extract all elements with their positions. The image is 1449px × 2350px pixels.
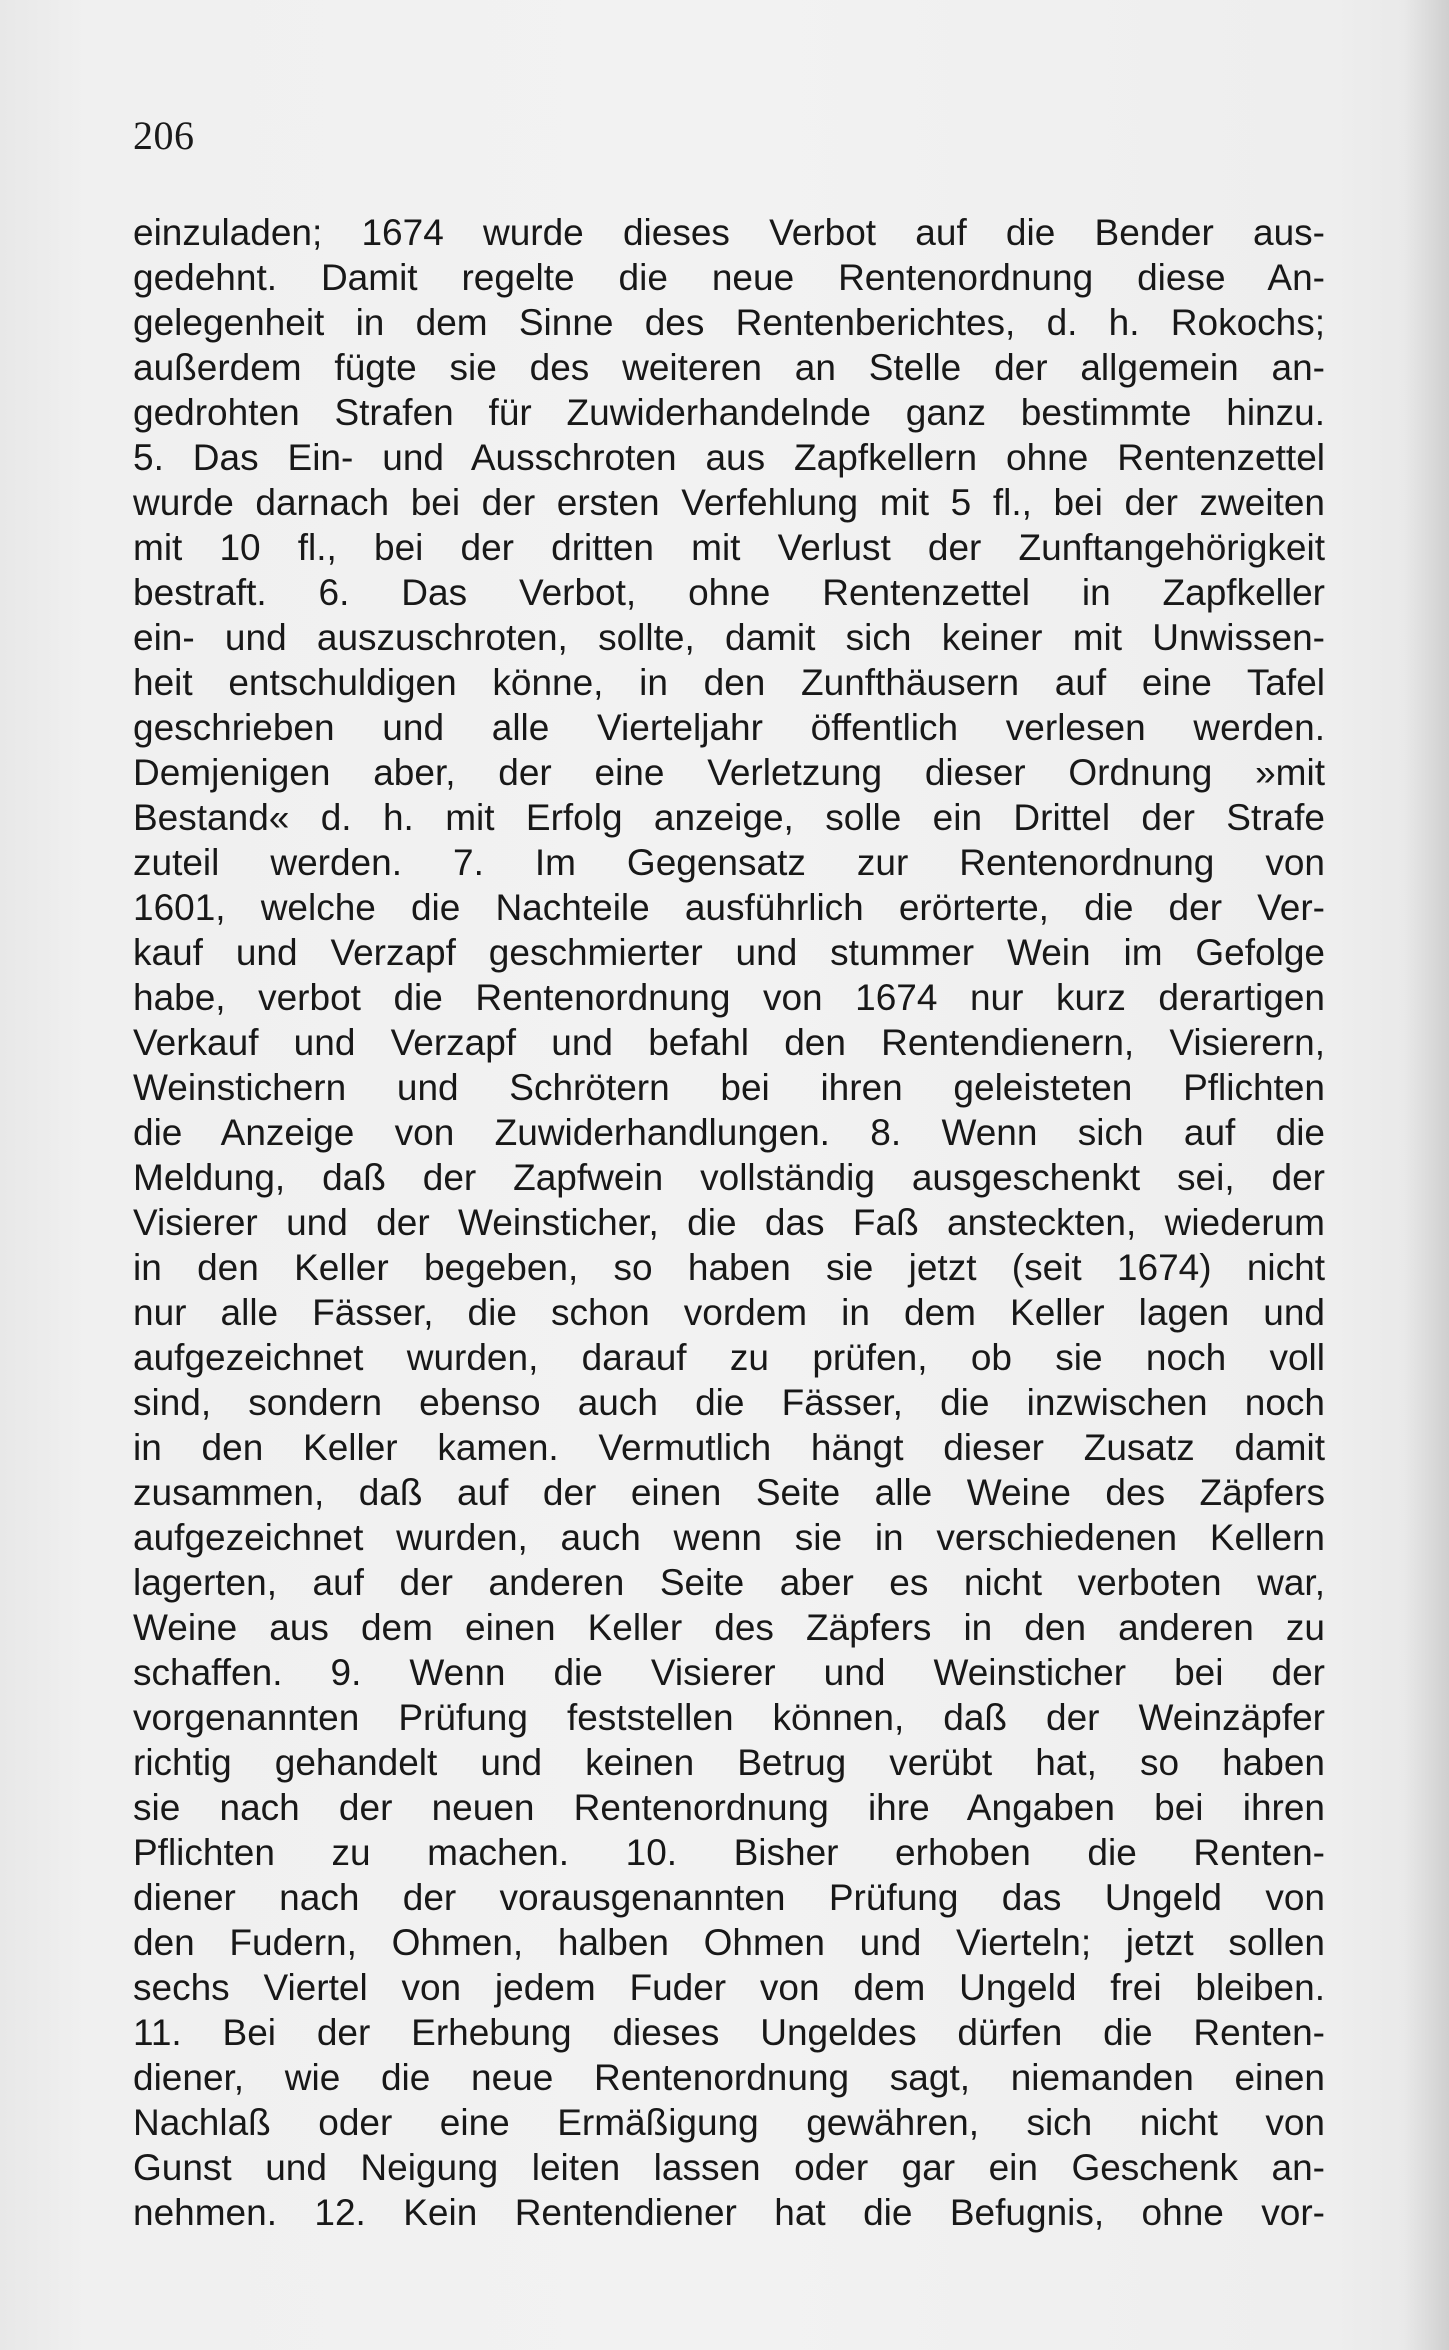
text-line: die Anzeige von Zuwiderhandlungen. 8. Wenn sich auf die xyxy=(133,1112,1325,1153)
text-line: 11. Bei der Erhebung dieses Ungeldes dürfen die Renten- xyxy=(133,2012,1325,2053)
text-line: gedrohten Strafen für Zuwiderhandelnde ganz bestimmte hinzu. xyxy=(133,392,1325,433)
text-line: mit 10 fl., bei der dritten mit Verlust der Zunftangehörigkeit xyxy=(133,527,1325,568)
text-line: zusammen, daß auf der einen Seite alle Weine des Zäpfers xyxy=(133,1472,1325,1513)
text-line: vorgenannten Prüfung feststellen können, daß der Weinzäpfer xyxy=(133,1697,1325,1738)
text-line: richtig gehandelt und keinen Betrug verübt hat, so haben xyxy=(133,1742,1325,1783)
text-line: 5. Das Ein- und Ausschroten aus Zapfkellern ohne Rentenzettel xyxy=(133,437,1325,478)
text-line: in den Keller kamen. Vermutlich hängt dieser Zusatz damit xyxy=(133,1427,1325,1468)
text-line: sind, sondern ebenso auch die Fässer, die inzwischen noch xyxy=(133,1382,1325,1423)
text-line: ein- und auszuschroten, sollte, damit sich keiner mit Unwissen- xyxy=(133,617,1325,658)
text-line: diener nach der vorausgenannten Prüfung das Ungeld von xyxy=(133,1877,1325,1918)
text-line: 1601, welche die Nachteile ausführlich erörterte, die der Ver- xyxy=(133,887,1325,928)
text-line: in den Keller begeben, so haben sie jetzt (seit 1674) nicht xyxy=(133,1247,1325,1288)
text-line: schaffen. 9. Wenn die Visierer und Weinsticher bei der xyxy=(133,1652,1325,1693)
text-line: Weinstichern und Schrötern bei ihren geleisteten Pflichten xyxy=(133,1067,1325,1108)
text-line: außerdem fügte sie des weiteren an Stelle der allgemein an- xyxy=(133,347,1325,388)
text-line: Nachlaß oder eine Ermäßigung gewähren, sich nicht von xyxy=(133,2102,1325,2143)
page-number: 206 xyxy=(133,113,195,158)
text-line: Bestand« d. h. mit Erfolg anzeige, solle ein Drittel der Strafe xyxy=(133,797,1325,838)
text-line: nur alle Fässer, die schon vordem in dem Keller lagen und xyxy=(133,1292,1325,1333)
text-line: Demjenigen aber, der eine Verletzung dieser Ordnung »mit xyxy=(133,752,1325,793)
text-line: lagerten, auf der anderen Seite aber es nicht verboten war, xyxy=(133,1562,1325,1603)
text-line: Weine aus dem einen Keller des Zäpfers in den anderen zu xyxy=(133,1607,1325,1648)
text-line: gedehnt. Damit regelte die neue Rentenordnung diese An- xyxy=(133,257,1325,298)
page-edge-shadow xyxy=(1403,0,1449,2350)
text-line: bestraft. 6. Das Verbot, ohne Rentenzettel in Zapfkeller xyxy=(133,572,1325,613)
text-line: den Fudern, Ohmen, halben Ohmen und Vierteln; jetzt sollen xyxy=(133,1922,1325,1963)
text-line: einzuladen; 1674 wurde dieses Verbot auf die Bender aus- xyxy=(133,212,1325,253)
text-line: zuteil werden. 7. Im Gegensatz zur Rentenordnung von xyxy=(133,842,1325,883)
text-line: sechs Viertel von jedem Fuder von dem Ungeld frei bleiben. xyxy=(133,1967,1325,2008)
text-line: aufgezeichnet wurden, auch wenn sie in verschiedenen Kellern xyxy=(133,1517,1325,1558)
text-line: Gunst und Neigung leiten lassen oder gar ein Geschenk an- xyxy=(133,2147,1325,2188)
text-line: sie nach der neuen Rentenordnung ihre Angaben bei ihren xyxy=(133,1787,1325,1828)
text-line: aufgezeichnet wurden, darauf zu prüfen, ob sie noch voll xyxy=(133,1337,1325,1378)
text-line: wurde darnach bei der ersten Verfehlung mit 5 fl., bei der zweiten xyxy=(133,482,1325,523)
text-line: diener, wie die neue Rentenordnung sagt, niemanden einen xyxy=(133,2057,1325,2098)
text-line: nehmen. 12. Kein Rentendiener hat die Befugnis, ohne vor- xyxy=(133,2192,1325,2233)
text-line: geschrieben und alle Vierteljahr öffentlich verlesen werden. xyxy=(133,707,1325,748)
text-line: Verkauf und Verzapf und befahl den Rentendienern, Visierern, xyxy=(133,1022,1325,1063)
text-line: Visierer und der Weinsticher, die das Faß ansteckten, wiederum xyxy=(133,1202,1325,1243)
text-line: habe, verbot die Rentenordnung von 1674 nur kurz derartigen xyxy=(133,977,1325,1018)
text-line: kauf und Verzapf geschmierter und stummer Wein im Gefolge xyxy=(133,932,1325,973)
body-text xyxy=(133,210,1325,2235)
text-line: gelegenheit in dem Sinne des Rentenberichtes, d. h. Rokochs; xyxy=(133,302,1325,343)
text-line: Meldung, daß der Zapfwein vollständig ausgeschenkt sei, der xyxy=(133,1157,1325,1198)
text-line: Pflichten zu machen. 10. Bisher erhoben die Renten- xyxy=(133,1832,1325,1873)
text-line: heit entschuldigen könne, in den Zunfthäusern auf eine Tafel xyxy=(133,662,1325,703)
